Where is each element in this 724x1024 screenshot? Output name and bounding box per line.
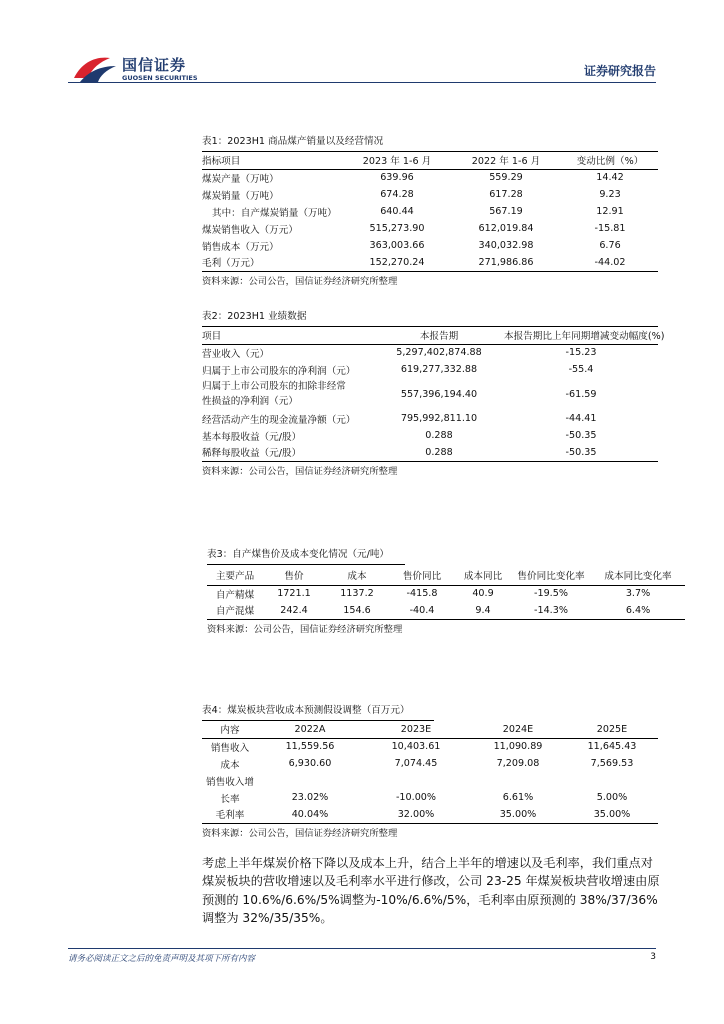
table-cell: 795,992,811.10 [400, 413, 478, 424]
table-cell: 归属于上市公司股东的净利润（元） [202, 365, 356, 377]
table-cell: 稀释每股收益（元/股） [202, 448, 302, 460]
table-header-cell: 成本同比变化率 [604, 570, 672, 582]
table-cell: -15.23 [565, 347, 597, 359]
table-header-cell: 2024E [502, 723, 534, 735]
table-cell: 3.7% [625, 588, 651, 600]
table-cell: -50.35 [565, 446, 597, 458]
table-cell [202, 378, 374, 410]
table-header-cell: 2022A [294, 723, 326, 735]
logo-english-name: GUOSEN SECURITIES [122, 74, 198, 82]
table-row [202, 220, 658, 237]
table-cell: 5,297,402,874.88 [396, 347, 482, 359]
table-row [202, 378, 658, 410]
table-cell: 销售收入 [210, 742, 250, 754]
table-header-cell: 成本同比 [463, 570, 503, 582]
table-cell: 5.00% [596, 792, 628, 803]
table-row [207, 585, 685, 602]
table-header-cell: 变动比例（%） [576, 156, 644, 168]
table-row [202, 344, 658, 361]
guosen-logo [72, 52, 222, 86]
table-cell: 515,273.90 [369, 223, 425, 234]
table-header-cell: 本报告期比上年同期增减变动幅度(%) [504, 331, 665, 343]
header-divider [68, 82, 656, 83]
footer-divider [68, 948, 656, 949]
table-cell: 11,090.89 [493, 741, 543, 753]
table-cell: 1721.1 [277, 588, 311, 600]
analysis-paragraph-text: 考虑上半年煤炭价格下降以及成本上升，结合上半年的增速以及毛利率，我们重点对煤炭板块的营收增速以及毛利率水平进行修改，公司 23-25 年煤炭板块营收增速由原预测的 10.6%/6.6%/5%调整为-10%/6.6%/5%，毛利率由原预测的 38%/37/36%调整为 32%/35/35%。 [202, 856, 660, 925]
table-cell: 32.00% [397, 808, 435, 820]
table-cell: 559.29 [489, 172, 523, 184]
table-cell: 640.44 [380, 206, 414, 217]
table-cell: 0.288 [425, 446, 453, 458]
table-1 [202, 133, 658, 292]
table-cell: -61.59 [565, 388, 597, 400]
table-header-cell: 项目 [202, 331, 222, 343]
table-cell: 152,270.24 [369, 256, 425, 268]
table-3-grid [207, 565, 685, 620]
table-2-title: 表2：2023H1 业绩数据 [202, 308, 658, 327]
table-cell: 0.288 [425, 430, 453, 441]
table-cell: 煤炭销售收入（万元） [202, 224, 298, 236]
table-cell: 11,645.43 [587, 741, 637, 753]
table-cell: 363,003.66 [369, 240, 425, 251]
table-cell: 340,032.98 [478, 240, 534, 251]
table-cell: 7,569.53 [590, 758, 634, 769]
table-row [202, 203, 658, 220]
table-row [202, 237, 658, 254]
table-cell: 6.61% [502, 792, 534, 803]
table-cell: -415.8 [406, 588, 438, 600]
table-row [202, 361, 658, 378]
table-row [202, 806, 658, 823]
analysis-paragraph [202, 854, 662, 927]
table-cell: 基本每股收益（元/股） [202, 431, 302, 443]
table-2 [202, 308, 665, 482]
table-cell [470, 772, 566, 789]
table-4 [202, 702, 658, 844]
table-header-row [207, 565, 685, 585]
logo-chinese-name: 国信证券 [122, 56, 187, 74]
table-header-cell: 2025E [596, 723, 628, 735]
table-cell: 557,396,194.40 [400, 388, 478, 400]
table-cell: 40.04% [291, 808, 329, 820]
table-1-source: 资料来源：公司公告，国信证券经济研究所整理 [202, 275, 398, 287]
table-4-title: 表4：煤炭板块营收成本预测假设调整（百万元） [202, 702, 434, 721]
table-row [202, 789, 658, 806]
table-row [202, 772, 658, 789]
table-cell: 长率 [220, 793, 240, 805]
table-header-cell: 2023E [400, 723, 432, 735]
table-row [202, 410, 658, 427]
table-cell: 销售成本（万元） [202, 241, 279, 253]
table-cell: 242.4 [280, 604, 308, 616]
table-cell: 567.19 [489, 206, 523, 217]
table-cell: 6.4% [625, 604, 651, 616]
table-cell: -44.02 [594, 256, 626, 268]
table-row [202, 738, 658, 755]
table-cell: -40.4 [409, 604, 435, 616]
table-3-title: 表3：自产煤售价及成本变化情况（元/吨） [207, 546, 405, 565]
table-2-source: 资料来源：公司公告，国信证券经济研究所整理 [202, 465, 398, 477]
table-cell-line: 性损益的净利润（元） [202, 396, 298, 407]
table-row [202, 169, 658, 186]
table-cell: -50.35 [565, 430, 597, 441]
table-cell: 7,074.45 [394, 758, 438, 769]
table-cell: -15.81 [594, 223, 626, 234]
table-cell [258, 772, 362, 789]
table-cell: 10,403.61 [391, 741, 441, 753]
table-header-cell: 成本 [347, 570, 367, 582]
table-row [202, 755, 658, 772]
table-cell: 35.00% [593, 808, 631, 820]
table-header-cell: 售价同比 [402, 570, 442, 582]
table-cell: 经营活动产生的现金流量净额（元） [202, 414, 356, 426]
table-cell: 毛利（万元） [202, 258, 260, 270]
table-cell: 619,277,332.88 [400, 364, 478, 375]
table-cell-line: 归属于上市公司股东的扣除非经常 [202, 381, 346, 392]
table-3 [207, 546, 685, 640]
table-cell: 1137.2 [340, 588, 374, 600]
table-header-cell: 售价同比变化率 [517, 570, 585, 582]
table-cell: -44.41 [565, 413, 597, 424]
table-cell: 自产精煤 [215, 589, 255, 601]
table-header-row [202, 721, 658, 738]
table-cell: 154.6 [343, 604, 371, 616]
table-3-source: 资料来源：公司公告，国信证券经济研究所整理 [207, 623, 403, 635]
table-cell: 35.00% [499, 808, 537, 820]
table-row [207, 602, 685, 619]
table-header-cell: 内容 [220, 725, 240, 737]
table-cell: 销售收入增 [206, 776, 254, 788]
table-cell: 煤炭产量（万吨） [202, 173, 279, 185]
table-header-cell: 主要产品 [215, 570, 255, 582]
table-cell: 7,209.08 [496, 758, 540, 769]
table-cell [362, 772, 470, 789]
table-cell: 14.42 [596, 172, 624, 184]
table-cell: -55.4 [568, 364, 594, 375]
table-header-row [202, 327, 658, 344]
table-1-grid [202, 152, 658, 272]
table-cell: 617.28 [489, 189, 523, 200]
table-cell: 40.9 [472, 588, 494, 600]
table-cell [566, 772, 658, 789]
table-cell: 639.96 [380, 172, 414, 184]
table-cell: 其中：自产煤炭销量（万吨） [212, 207, 337, 219]
table-cell: -10.00% [395, 792, 437, 803]
table-header-row [202, 152, 658, 169]
table-4-grid [202, 721, 658, 824]
table-cell: 9.23 [599, 189, 621, 200]
disclaimer-text: 请务必阅读正文之后的免责声明及其项下所有内容 [68, 954, 256, 964]
table-cell: 12.91 [596, 206, 624, 217]
table-row [202, 427, 658, 444]
table-header-cell: 2022 年 1-6 月 [471, 156, 541, 168]
table-row [202, 254, 658, 271]
table-cell: 自产混煤 [215, 606, 255, 618]
table-cell: 674.28 [380, 189, 414, 200]
table-header-cell: 2023 年 1-6 月 [362, 156, 432, 168]
table-cell: 营业收入（元） [202, 348, 270, 360]
table-header-cell: 售价 [284, 570, 304, 582]
table-1-title: 表1：2023H1 商品煤产销量以及经营情况 [202, 133, 658, 152]
page-header [0, 0, 724, 90]
table-cell: -19.5% [534, 588, 568, 600]
table-cell: 成本 [220, 759, 240, 771]
table-cell: 612,019.84 [478, 223, 534, 234]
table-cell: 271,986.86 [478, 256, 534, 268]
table-row [202, 186, 658, 203]
table-row [202, 444, 658, 461]
table-cell: 6,930.60 [288, 758, 332, 769]
table-cell: -14.3% [534, 604, 568, 616]
table-cell: 毛利率 [215, 810, 245, 822]
table-cell: 11,559.56 [285, 741, 335, 753]
table-2-grid [202, 327, 665, 462]
table-cell: 23.02% [291, 792, 329, 803]
table-cell: 9.4 [475, 604, 491, 616]
table-header-cell: 本报告期 [419, 331, 459, 343]
page-number: 3 [650, 952, 656, 962]
table-4-source: 资料来源：公司公告，国信证券经济研究所整理 [202, 827, 398, 839]
guosen-logo-icon [72, 52, 118, 84]
table-header-cell: 指标项目 [202, 156, 241, 168]
table-cell: 6.76 [599, 240, 621, 251]
table-cell: 煤炭销量（万吨） [202, 190, 279, 202]
report-type-label: 证券研究报告 [583, 64, 656, 78]
